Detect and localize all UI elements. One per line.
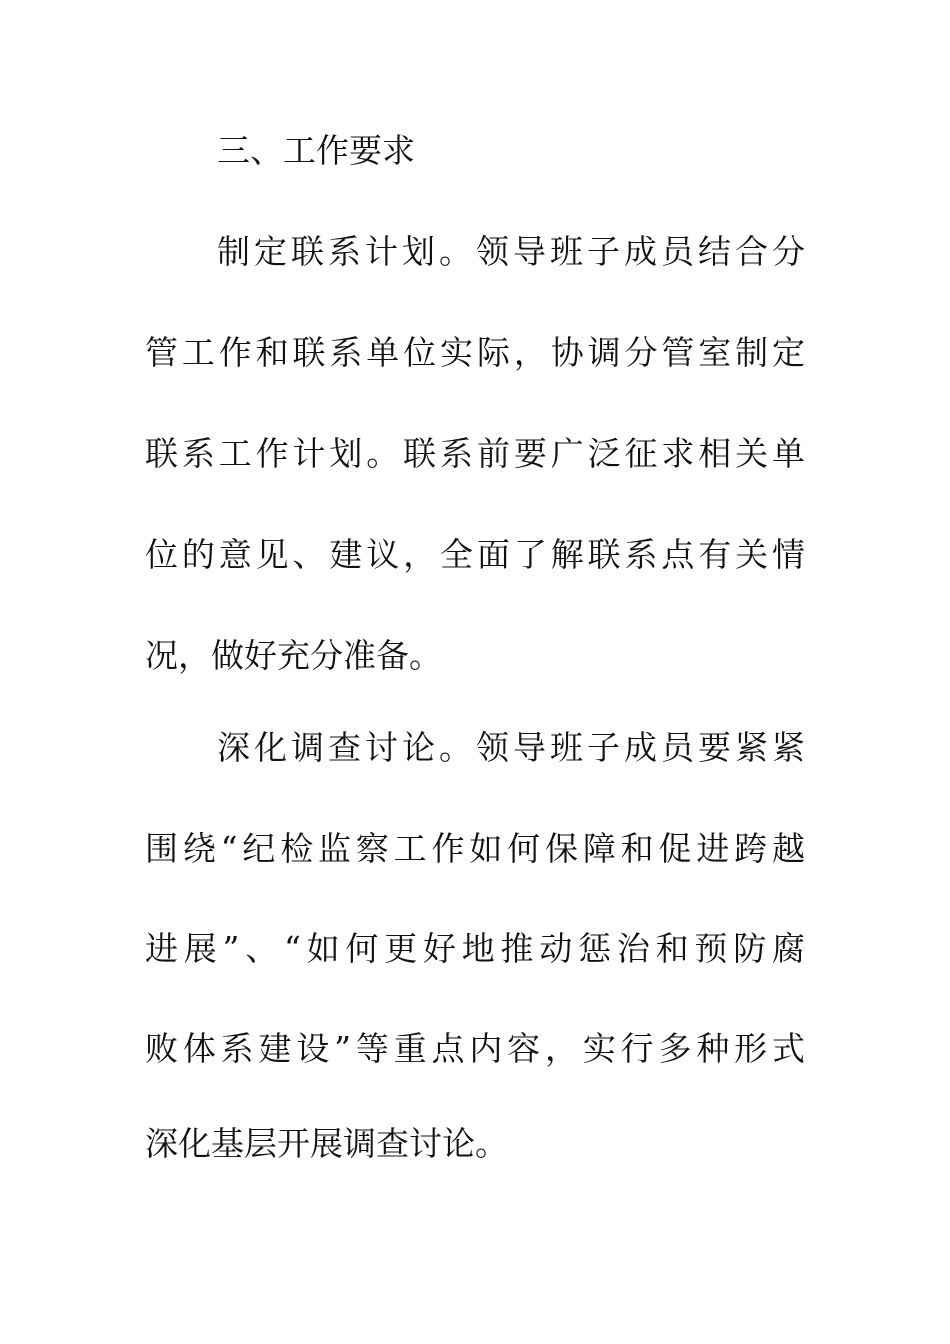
section-heading: 三、工作要求 (217, 131, 415, 170)
paragraph-line: 败体系建设”等重点内容，实行多种形式 (145, 1029, 805, 1068)
paragraph-line: 围绕“纪检监察工作如何保障和促进跨越 (145, 829, 805, 868)
paragraph-line: 况，做好充分准备。 (145, 636, 442, 675)
paragraph-line: 位的意见、建议，全面了解联系点有关情 (145, 535, 805, 574)
paragraph-line: 联系工作计划。联系前要广泛征求相关单 (145, 434, 805, 473)
paragraph-line: 深化调查讨论。领导班子成员要紧紧 (217, 728, 805, 767)
paragraph-line: 制定联系计划。领导班子成员结合分 (217, 232, 805, 271)
paragraph-line: 深化基层开展调查讨论。 (145, 1124, 508, 1163)
paragraph-line: 管工作和联系单位实际，协调分管室制定 (145, 333, 805, 372)
paragraph-line: 进展”、“如何更好地推动惩治和预防腐 (145, 929, 805, 968)
